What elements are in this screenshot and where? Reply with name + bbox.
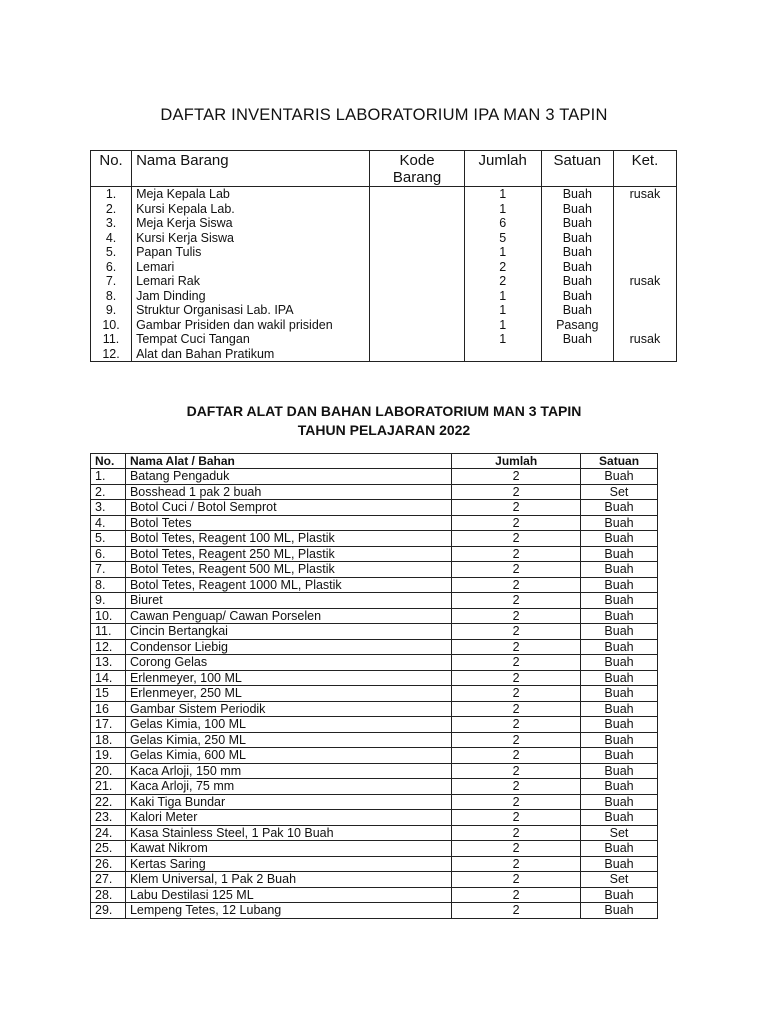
cell-jumlah: 6: [464, 216, 541, 231]
cell-ket: [613, 245, 676, 260]
cell-satuan: Buah: [581, 903, 658, 919]
cell-no: 4.: [91, 231, 132, 246]
cell-no: 27.: [91, 872, 126, 888]
cell-kode: [370, 202, 464, 217]
cell-jumlah: 1: [464, 332, 541, 347]
table-row: [91, 187, 677, 202]
table-row: [91, 608, 658, 624]
cell-satuan: Buah: [581, 593, 658, 609]
table-row: [91, 318, 677, 333]
table-row: [91, 810, 658, 826]
cell-jumlah: 2: [452, 670, 581, 686]
table-row: [91, 332, 677, 347]
cell-no: 21.: [91, 779, 126, 795]
cell-name: Erlenmeyer, 100 ML: [125, 670, 451, 686]
table-row: [91, 887, 658, 903]
table-row: [91, 794, 658, 810]
cell-kode: [370, 245, 464, 260]
cell-satuan: Buah: [541, 260, 613, 275]
cell-name: Meja Kerja Siswa: [132, 216, 370, 231]
cell-name: Struktur Organisasi Lab. IPA: [132, 303, 370, 318]
table-row: [91, 531, 658, 547]
header-nama-barang: Nama Barang: [132, 151, 370, 187]
table-row: [91, 779, 658, 795]
cell-satuan: Buah: [581, 810, 658, 826]
table-row: [91, 841, 658, 857]
cell-jumlah: 2: [452, 531, 581, 547]
table-row: [91, 825, 658, 841]
cell-no: 9.: [91, 303, 132, 318]
table-row: [91, 260, 677, 275]
cell-satuan: Buah: [581, 763, 658, 779]
cell-jumlah: 2: [452, 515, 581, 531]
cell-name: Kasa Stainless Steel, 1 Pak 10 Buah: [125, 825, 451, 841]
cell-no: 26.: [91, 856, 126, 872]
cell-name: Kaca Arloji, 150 mm: [125, 763, 451, 779]
cell-name: Botol Tetes, Reagent 500 ML, Plastik: [125, 562, 451, 578]
cell-name: Lemari Rak: [132, 274, 370, 289]
cell-name: Cincin Bertangkai: [125, 624, 451, 640]
cell-satuan: Buah: [581, 779, 658, 795]
cell-satuan: Buah: [541, 274, 613, 289]
table-row: [91, 274, 677, 289]
cell-no: 23.: [91, 810, 126, 826]
cell-satuan: Buah: [581, 717, 658, 733]
table-row: [91, 484, 658, 500]
cell-satuan: Buah: [581, 670, 658, 686]
cell-jumlah: 2: [452, 639, 581, 655]
table-row: [91, 500, 658, 516]
cell-jumlah: 2: [452, 469, 581, 485]
cell-no: 2.: [91, 202, 132, 217]
table-row: [91, 515, 658, 531]
cell-satuan: Buah: [541, 332, 613, 347]
cell-jumlah: 2: [452, 701, 581, 717]
cell-no: 6.: [91, 546, 126, 562]
cell-no: 11.: [91, 624, 126, 640]
table-row: [91, 872, 658, 888]
cell-no: 14.: [91, 670, 126, 686]
cell-kode: [370, 332, 464, 347]
cell-no: 8.: [91, 577, 126, 593]
equipment-title: [0, 402, 768, 440]
table-row: [91, 577, 658, 593]
cell-satuan: Buah: [581, 562, 658, 578]
cell-satuan: Buah: [581, 577, 658, 593]
equipment-table-body: [91, 469, 658, 919]
cell-satuan: Buah: [541, 216, 613, 231]
table-row: [91, 670, 658, 686]
cell-kode: [370, 216, 464, 231]
cell-satuan: Buah: [581, 515, 658, 531]
cell-kode: [370, 289, 464, 304]
cell-jumlah: 2: [452, 810, 581, 826]
table-row: [91, 655, 658, 671]
cell-name: Lempeng Tetes, 12 Lubang: [125, 903, 451, 919]
cell-name: Gelas Kimia, 250 ML: [125, 732, 451, 748]
cell-no: 16: [91, 701, 126, 717]
table-row: [91, 639, 658, 655]
cell-jumlah: 5: [464, 231, 541, 246]
cell-no: 3.: [91, 216, 132, 231]
cell-satuan: Buah: [581, 841, 658, 857]
cell-no: 12.: [91, 347, 132, 362]
table-row: [91, 216, 677, 231]
table-row: [91, 289, 677, 304]
cell-no: 25.: [91, 841, 126, 857]
cell-no: 5.: [91, 531, 126, 547]
cell-satuan: Pasang: [541, 318, 613, 333]
cell-kode: [370, 187, 464, 202]
cell-no: 9.: [91, 593, 126, 609]
cell-satuan: Buah: [581, 794, 658, 810]
header-jumlah: Jumlah: [464, 151, 541, 187]
header-no: No.: [91, 151, 132, 187]
cell-name: Kaki Tiga Bundar: [125, 794, 451, 810]
cell-satuan: Buah: [581, 469, 658, 485]
cell-jumlah: 2: [452, 624, 581, 640]
header-kode-barang: Kode Barang: [370, 151, 464, 187]
table-row: [91, 231, 677, 246]
cell-kode: [370, 260, 464, 275]
cell-ket: rusak: [613, 332, 676, 347]
cell-satuan: Buah: [581, 887, 658, 903]
cell-ket: [613, 260, 676, 275]
cell-no: 18.: [91, 732, 126, 748]
cell-jumlah: 2: [452, 872, 581, 888]
cell-satuan: Buah: [581, 686, 658, 702]
cell-satuan: Buah: [581, 639, 658, 655]
cell-kode: [370, 231, 464, 246]
cell-jumlah: 2: [452, 794, 581, 810]
cell-jumlah: 2: [452, 748, 581, 764]
cell-name: Klem Universal, 1 Pak 2 Buah: [125, 872, 451, 888]
cell-ket: rusak: [613, 274, 676, 289]
cell-name: Tempat Cuci Tangan: [132, 332, 370, 347]
cell-satuan: Buah: [581, 732, 658, 748]
cell-no: 1.: [91, 469, 126, 485]
cell-name: Cawan Penguap/ Cawan Porselen: [125, 608, 451, 624]
cell-name: Kursi Kepala Lab.: [132, 202, 370, 217]
cell-jumlah: 2: [452, 856, 581, 872]
cell-satuan: Buah: [581, 624, 658, 640]
cell-no: 3.: [91, 500, 126, 516]
header-nama-alat-bahan: Nama Alat / Bahan: [125, 454, 451, 469]
cell-satuan: Buah: [581, 500, 658, 516]
cell-name: Batang Pengaduk: [125, 469, 451, 485]
cell-name: Biuret: [125, 593, 451, 609]
cell-no: 10.: [91, 608, 126, 624]
inventory-table-body: [91, 187, 677, 362]
cell-kode: [370, 274, 464, 289]
cell-ket: rusak: [613, 187, 676, 202]
cell-jumlah: 2: [452, 763, 581, 779]
cell-name: Condensor Liebig: [125, 639, 451, 655]
cell-name: Meja Kepala Lab: [132, 187, 370, 202]
cell-name: Labu Destilasi 125 ML: [125, 887, 451, 903]
cell-no: 8.: [91, 289, 132, 304]
cell-jumlah: 2: [452, 903, 581, 919]
cell-jumlah: 1: [464, 202, 541, 217]
cell-no: 2.: [91, 484, 126, 500]
cell-satuan: Set: [581, 872, 658, 888]
cell-jumlah: [464, 347, 541, 362]
cell-jumlah: 2: [452, 484, 581, 500]
cell-satuan: [541, 347, 613, 362]
cell-name: Botol Tetes: [125, 515, 451, 531]
cell-jumlah: 2: [464, 274, 541, 289]
cell-satuan: Buah: [541, 245, 613, 260]
cell-name: Botol Cuci / Botol Semprot: [125, 500, 451, 516]
cell-name: Lemari: [132, 260, 370, 275]
cell-no: 4.: [91, 515, 126, 531]
header-no: No.: [91, 454, 126, 469]
cell-no: 11.: [91, 332, 132, 347]
cell-jumlah: 2: [464, 260, 541, 275]
cell-jumlah: 2: [452, 655, 581, 671]
cell-no: 1.: [91, 187, 132, 202]
cell-no: 6.: [91, 260, 132, 275]
equipment-title-line1: DAFTAR ALAT DAN BAHAN LABORATORIUM MAN 3 TAPIN: [186, 403, 582, 419]
cell-jumlah: 2: [452, 546, 581, 562]
cell-ket: [613, 216, 676, 231]
inventory-table: [90, 150, 677, 362]
cell-kode: [370, 303, 464, 318]
cell-satuan: Buah: [541, 303, 613, 318]
cell-no: 28.: [91, 887, 126, 903]
cell-no: 24.: [91, 825, 126, 841]
cell-name: Gambar Prisiden dan wakil prisiden: [132, 318, 370, 333]
cell-jumlah: 2: [452, 608, 581, 624]
header-satuan: Satuan: [541, 151, 613, 187]
cell-jumlah: 1: [464, 318, 541, 333]
cell-no: 20.: [91, 763, 126, 779]
cell-ket: [613, 347, 676, 362]
cell-no: 7.: [91, 562, 126, 578]
cell-satuan: Buah: [541, 231, 613, 246]
table-row: [91, 763, 658, 779]
table-row: [91, 624, 658, 640]
equipment-table: [90, 453, 658, 919]
table-row: [91, 903, 658, 919]
cell-satuan: Buah: [581, 531, 658, 547]
header-ket: Ket.: [613, 151, 676, 187]
cell-name: Kaca Arloji, 75 mm: [125, 779, 451, 795]
cell-jumlah: 2: [452, 500, 581, 516]
cell-satuan: Buah: [541, 187, 613, 202]
cell-jumlah: 1: [464, 289, 541, 304]
cell-jumlah: 2: [452, 717, 581, 733]
cell-name: Corong Gelas: [125, 655, 451, 671]
header-satuan: Satuan: [581, 454, 658, 469]
cell-jumlah: 1: [464, 303, 541, 318]
cell-jumlah: 1: [464, 245, 541, 260]
table-row: [91, 593, 658, 609]
table-row: [91, 686, 658, 702]
cell-jumlah: 2: [452, 825, 581, 841]
header-jumlah: Jumlah: [452, 454, 581, 469]
inventory-title: DAFTAR INVENTARIS LABORATORIUM IPA MAN 3 TAPIN: [160, 106, 608, 124]
cell-no: 19.: [91, 748, 126, 764]
cell-name: Kalori Meter: [125, 810, 451, 826]
cell-kode: [370, 318, 464, 333]
cell-ket: [613, 318, 676, 333]
cell-name: Papan Tulis: [132, 245, 370, 260]
cell-jumlah: 2: [452, 779, 581, 795]
cell-name: Jam Dinding: [132, 289, 370, 304]
cell-satuan: Buah: [581, 701, 658, 717]
cell-satuan: Set: [581, 484, 658, 500]
cell-name: Kertas Saring: [125, 856, 451, 872]
cell-ket: [613, 202, 676, 217]
cell-satuan: Set: [581, 825, 658, 841]
cell-satuan: Buah: [541, 289, 613, 304]
cell-name: Alat dan Bahan Pratikum: [132, 347, 370, 362]
table-row: [91, 856, 658, 872]
cell-kode: [370, 347, 464, 362]
cell-name: Gelas Kimia, 600 ML: [125, 748, 451, 764]
table-row: [91, 701, 658, 717]
cell-no: 15: [91, 686, 126, 702]
cell-name: Kursi Kerja Siswa: [132, 231, 370, 246]
cell-jumlah: 2: [452, 593, 581, 609]
cell-jumlah: 2: [452, 686, 581, 702]
cell-no: 13.: [91, 655, 126, 671]
table-row: [91, 546, 658, 562]
cell-satuan: Buah: [541, 202, 613, 217]
table-row: [91, 303, 677, 318]
cell-name: Botol Tetes, Reagent 1000 ML, Plastik: [125, 577, 451, 593]
cell-jumlah: 2: [452, 887, 581, 903]
cell-no: 17.: [91, 717, 126, 733]
cell-satuan: Buah: [581, 856, 658, 872]
cell-jumlah: 2: [452, 577, 581, 593]
cell-satuan: Buah: [581, 608, 658, 624]
table-row: [91, 748, 658, 764]
table-row: [91, 732, 658, 748]
cell-no: 10.: [91, 318, 132, 333]
equipment-title-line2: TAHUN PELAJARAN 2022: [297, 422, 471, 438]
table-row: [91, 245, 677, 260]
table-row: [91, 347, 677, 362]
cell-jumlah: 2: [452, 562, 581, 578]
cell-ket: [613, 289, 676, 304]
cell-name: Kawat Nikrom: [125, 841, 451, 857]
cell-no: 29.: [91, 903, 126, 919]
table-row: [91, 717, 658, 733]
cell-jumlah: 1: [464, 187, 541, 202]
cell-name: Bosshead 1 pak 2 buah: [125, 484, 451, 500]
cell-ket: [613, 231, 676, 246]
cell-name: Gambar Sistem Periodik: [125, 701, 451, 717]
cell-satuan: Buah: [581, 655, 658, 671]
cell-satuan: Buah: [581, 546, 658, 562]
table-row: [91, 202, 677, 217]
table-row: [91, 562, 658, 578]
cell-name: Gelas Kimia, 100 ML: [125, 717, 451, 733]
cell-name: Erlenmeyer, 250 ML: [125, 686, 451, 702]
cell-jumlah: 2: [452, 841, 581, 857]
cell-no: 12.: [91, 639, 126, 655]
cell-ket: [613, 303, 676, 318]
cell-name: Botol Tetes, Reagent 250 ML, Plastik: [125, 546, 451, 562]
table-row: [91, 469, 658, 485]
cell-name: Botol Tetes, Reagent 100 ML, Plastik: [125, 531, 451, 547]
cell-no: 22.: [91, 794, 126, 810]
inventory-header-row: [91, 151, 677, 187]
cell-no: 5.: [91, 245, 132, 260]
cell-satuan: Buah: [581, 748, 658, 764]
cell-no: 7.: [91, 274, 132, 289]
cell-jumlah: 2: [452, 732, 581, 748]
equipment-header-row: [91, 454, 658, 469]
